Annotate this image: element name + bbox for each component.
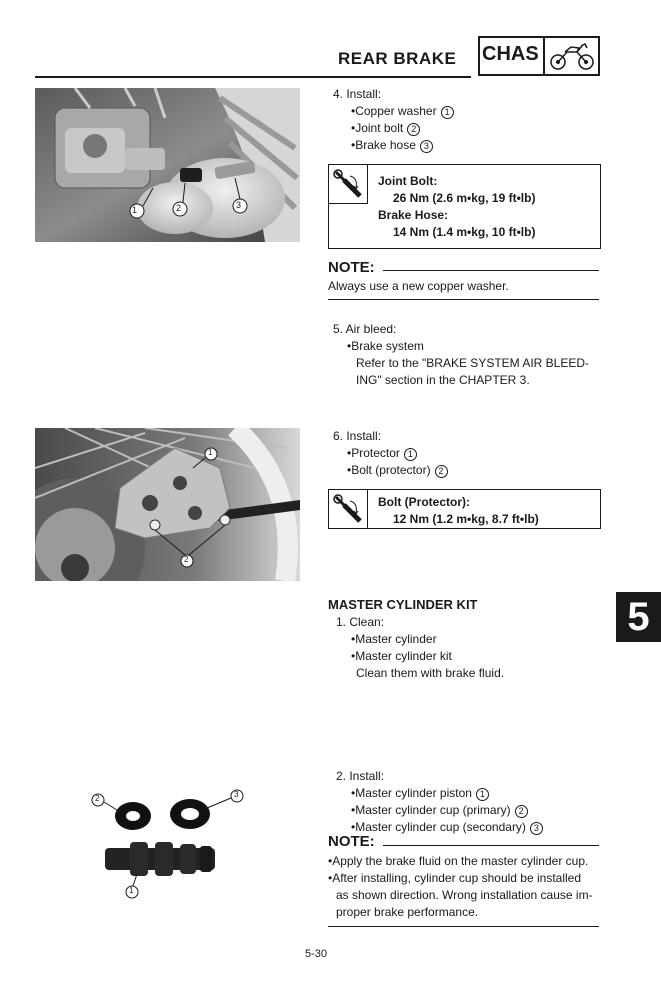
install2-item-3: •Master cylinder cup (secondary) 3 — [351, 819, 543, 835]
note2-rule — [383, 845, 599, 846]
master-clean-heading: 1. Clean: — [336, 615, 385, 629]
master-clean-item-2: •Master cylinder kit — [351, 649, 452, 663]
step6-item-1: •Protector 1 — [347, 445, 417, 461]
note2-end-rule — [328, 926, 599, 927]
page-number: 5-30 — [305, 948, 328, 960]
chapter-label: CHAS — [482, 43, 539, 65]
torque1-label-brake-hose: Brake Hose: — [378, 208, 449, 222]
torque2-value-protector-bolt: 12 Nm (1.2 m•kg, 8.7 ft•lb) — [393, 512, 539, 526]
chapter-tab: 5 — [616, 592, 661, 642]
photo1-callout-2: 2 — [176, 203, 182, 213]
step4-heading: 4. Install: — [333, 87, 382, 101]
motorcycle-icon — [547, 40, 597, 72]
photo1-callout-1: 1 — [132, 205, 138, 215]
chapter-box-divider — [543, 36, 545, 76]
torque1-value-brake-hose: 14 Nm (1.4 m•kg, 10 ft•lb) — [393, 225, 536, 239]
step4-item-3: •Brake hose 3 — [351, 137, 433, 153]
photo-brake-protector — [35, 428, 300, 581]
step6-heading: 6. Install: — [333, 429, 382, 443]
photo3-callout-2: 2 — [95, 794, 100, 803]
master-clean-sub: Clean them with brake fluid. — [356, 666, 505, 680]
torque1-value-joint-bolt: 26 Nm (2.6 m•kg, 19 ft•lb) — [393, 191, 536, 205]
note2-heading: NOTE: — [328, 833, 375, 850]
note2-line-1: •Apply the brake fluid on the master cylinder cup. — [328, 854, 589, 868]
master-clean-item-1: •Master cylinder — [351, 632, 437, 646]
step4-item-1: •Copper washer 1 — [351, 103, 454, 119]
install2-item-2: •Master cylinder cup (primary) 2 — [351, 802, 528, 818]
header-rule — [35, 76, 471, 78]
note2-line-2: •After installing, cylinder cup should be installed — [328, 871, 582, 885]
photo3-callout-1: 1 — [129, 886, 134, 895]
torque-wrench-icon — [332, 168, 364, 200]
note1-end-rule — [328, 299, 599, 300]
photo1-callout-3: 3 — [236, 200, 242, 210]
step4-item-2: •Joint bolt 2 — [351, 120, 420, 136]
torque2-label-protector-bolt: Bolt (Protector): — [378, 495, 470, 509]
photo-master-cylinder-parts — [85, 786, 255, 906]
note2-line-4: proper brake performance. — [336, 905, 479, 919]
install2-heading: 2. Install: — [336, 769, 385, 783]
torque1-label-joint-bolt: Joint Bolt: — [378, 174, 438, 188]
photo2-callout-2: 2 — [184, 555, 189, 564]
section-title: REAR BRAKE — [338, 49, 457, 68]
note1-text: Always use a new copper washer. — [328, 279, 509, 293]
note2-line-3: as shown direction. Wrong installation cause im- — [336, 888, 593, 902]
step5-ref-line-1: Refer to the "BRAKE SYSTEM AIR BLEED- — [356, 356, 590, 370]
step6-item-2: •Bolt (protector) 2 — [347, 462, 448, 478]
photo3-callout-3: 3 — [234, 790, 239, 799]
step5-heading: 5. Air bleed: — [333, 322, 397, 336]
step5-item: •Brake system — [347, 339, 424, 353]
torque-wrench-icon — [332, 493, 364, 525]
install2-item-1: •Master cylinder piston 1 — [351, 785, 489, 801]
photo2-callout-1: 1 — [208, 448, 213, 457]
photo-brake-caliper — [35, 88, 300, 242]
note1-heading: NOTE: — [328, 259, 375, 276]
note1-rule — [383, 270, 599, 271]
step5-ref-line-2: ING" section in the CHAPTER 3. — [356, 373, 530, 387]
master-cylinder-title: MASTER CYLINDER KIT — [328, 597, 478, 612]
